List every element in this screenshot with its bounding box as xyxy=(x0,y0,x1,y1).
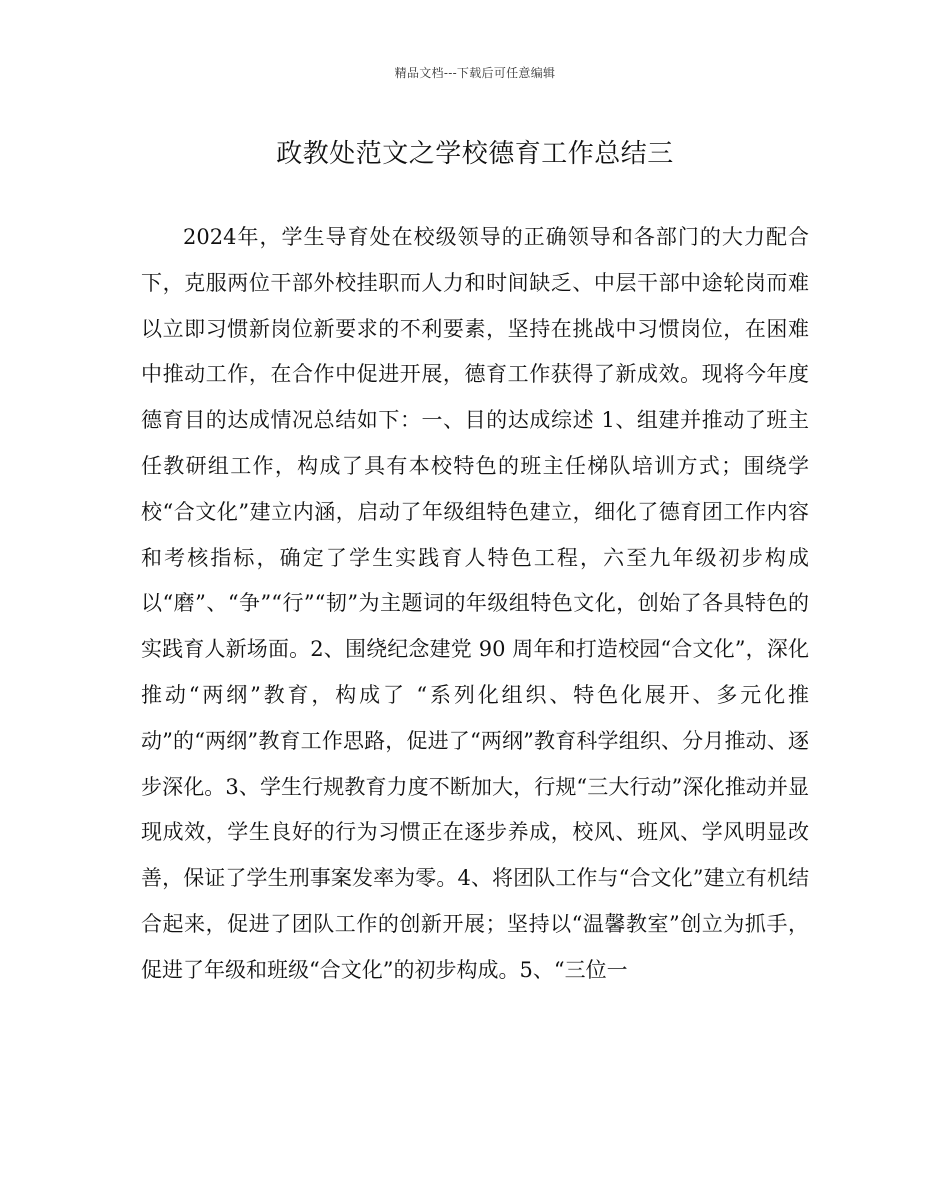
document-title: 政教处范文之学校德育工作总结三 xyxy=(276,139,674,169)
body-paragraph: 2024年，学生导育处在校级领导的正确领导和各部门的大力配合下，克服两位干部外校挂职而人力和时间缺乏、中层干部中途轮岗而难以立即习惯新岗位新要求的不利要素，坚持在挑战中习惯岗位，在困难中推动工作，在合作中促进开展，德育工作获得了新成效。现将今年度德育目的达成情况总结如下：一、目的达成综述 1、组建并推动了班主任教研组工作，构成了具有本校特色的班主任梯队培训方式；围绕学校“合文化”建立内涵，启动了年级组特色建立，细化了德育团工作内容和考核指标，确定了学生实践育人特色工程，六至九年级初步构成以“磨”、“争”“行”“韧”为主题词的年级组特色文化，创始了各具特色的实践育人新场面。2、围绕纪念建党 90 周年和打造校园“合文化”，深化推动“两纲”教育，构成了 “系列化组织、特色化展开、多元化推动”的“两纲”教育工作思路，促进了“两纲”教育科学组织、分月推动、逐步深化。3、学生行规教育力度不断加大，行规“三大行动”深化推动并显现成效，学生良好的行为习惯正在逐步养成，校风、班风、学风明显改善，保证了学生刑事案发率为零。4、将团队工作与“合文化”建立有机结合起来，促进了团队工作的创新开展；坚持以“温馨教室”创立为抓手，促进了年级和班级“合文化”的初步构成。5、“三位一 xyxy=(141,225,809,982)
header-note: 精品文档---下载后可任意编辑 xyxy=(394,66,556,80)
